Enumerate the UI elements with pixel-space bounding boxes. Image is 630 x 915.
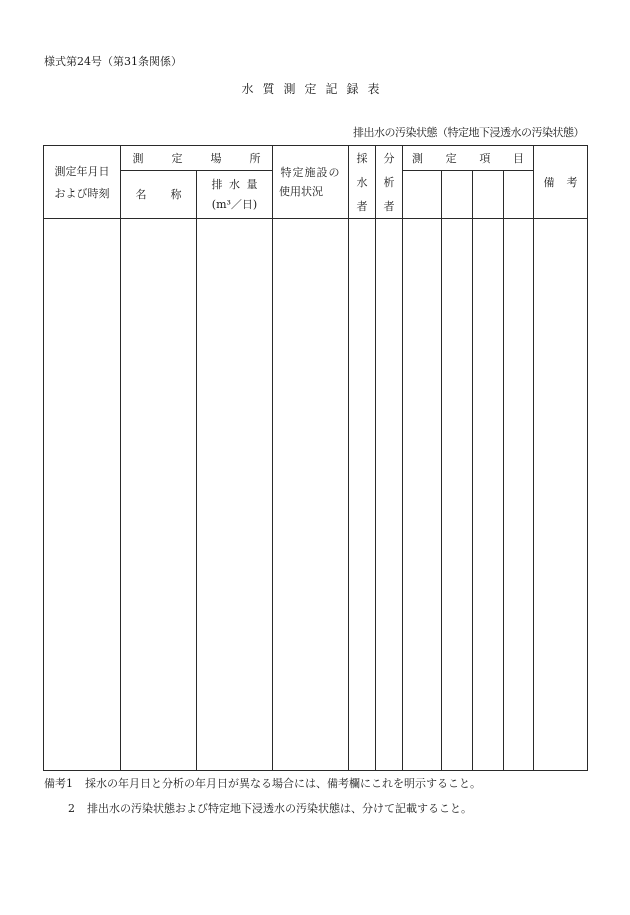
column-divider (533, 145, 534, 771)
form-number: 様式第24号（第31条関係） (44, 55, 182, 68)
header-location-char: 測 (132, 151, 144, 165)
note-1-marker: 1 (66, 777, 73, 790)
header-sampler-char: 者 (356, 199, 368, 213)
header-name-char: 称 (170, 188, 182, 201)
header-discharge-char: 量 (246, 178, 258, 191)
header-sampler-char: 採 (356, 151, 368, 165)
header-discharge-volume (197, 171, 272, 218)
header-location-char: 所 (249, 151, 261, 165)
header-sampler (349, 146, 375, 218)
item-column-divider (503, 170, 504, 771)
item-column-divider (441, 170, 442, 771)
header-bottom-border (43, 218, 588, 219)
header-analyst-char: 析 (383, 175, 395, 189)
column-divider (196, 170, 197, 771)
header-facility-line1: 特定施設の (280, 166, 341, 179)
note-2 (68, 803, 472, 814)
header-measurement-items (403, 146, 533, 170)
header-items-char: 定 (445, 151, 457, 165)
table-left-border (43, 145, 44, 771)
header-remarks (534, 146, 587, 218)
header-location-char: 場 (210, 151, 222, 165)
header-remarks-char: 考 (566, 175, 578, 189)
column-divider (120, 145, 121, 771)
header-discharge-char: 水 (229, 178, 240, 191)
note-2-marker: 2 (68, 802, 75, 815)
table-bottom-border (43, 770, 588, 771)
header-facility-line2: 使用状況 (279, 185, 323, 198)
note-1-text: 採水の年月日と分析の年月日が異なる場合には、備考欄にこれを明示すること。 (85, 777, 481, 790)
header-datetime-line1: 測定年月日 (54, 164, 110, 178)
column-divider (272, 145, 273, 771)
header-datetime (44, 146, 120, 218)
note-1 (44, 778, 481, 789)
header-facility-usage (273, 146, 348, 218)
item-column-divider (472, 170, 473, 771)
header-remarks-char: 備 (543, 175, 555, 189)
column-divider (375, 145, 376, 771)
column-divider (348, 145, 349, 771)
header-location (121, 146, 272, 170)
table-right-border (587, 145, 588, 771)
header-name (121, 171, 196, 218)
pollution-state-qualifier: 排出水の汚染状態（特定地下浸透水の汚染状態） (353, 126, 584, 139)
header-location-char: 定 (171, 151, 183, 165)
header-sampler-char: 水 (356, 175, 368, 189)
header-name-char: 名 (135, 188, 147, 201)
header-items-char: 測 (412, 151, 423, 165)
header-items-char: 目 (512, 151, 524, 165)
header-analyst-char: 者 (383, 199, 395, 213)
document-title: 水質測定記録表 (241, 82, 389, 96)
items-subheader-border (402, 170, 533, 171)
header-items-char: 項 (479, 151, 491, 165)
header-discharge-unit: (m³／日) (211, 198, 258, 211)
header-analyst-char: 分 (383, 151, 395, 165)
header-datetime-line2: および時刻 (54, 186, 110, 200)
column-divider (402, 145, 403, 771)
note-2-text: 排出水の汚染状態および特定地下浸透水の汚染状態は、分けて記載すること。 (87, 802, 472, 815)
header-discharge-char: 排 (211, 178, 223, 191)
header-analyst (376, 146, 402, 218)
notes-label: 備考 (44, 777, 66, 790)
